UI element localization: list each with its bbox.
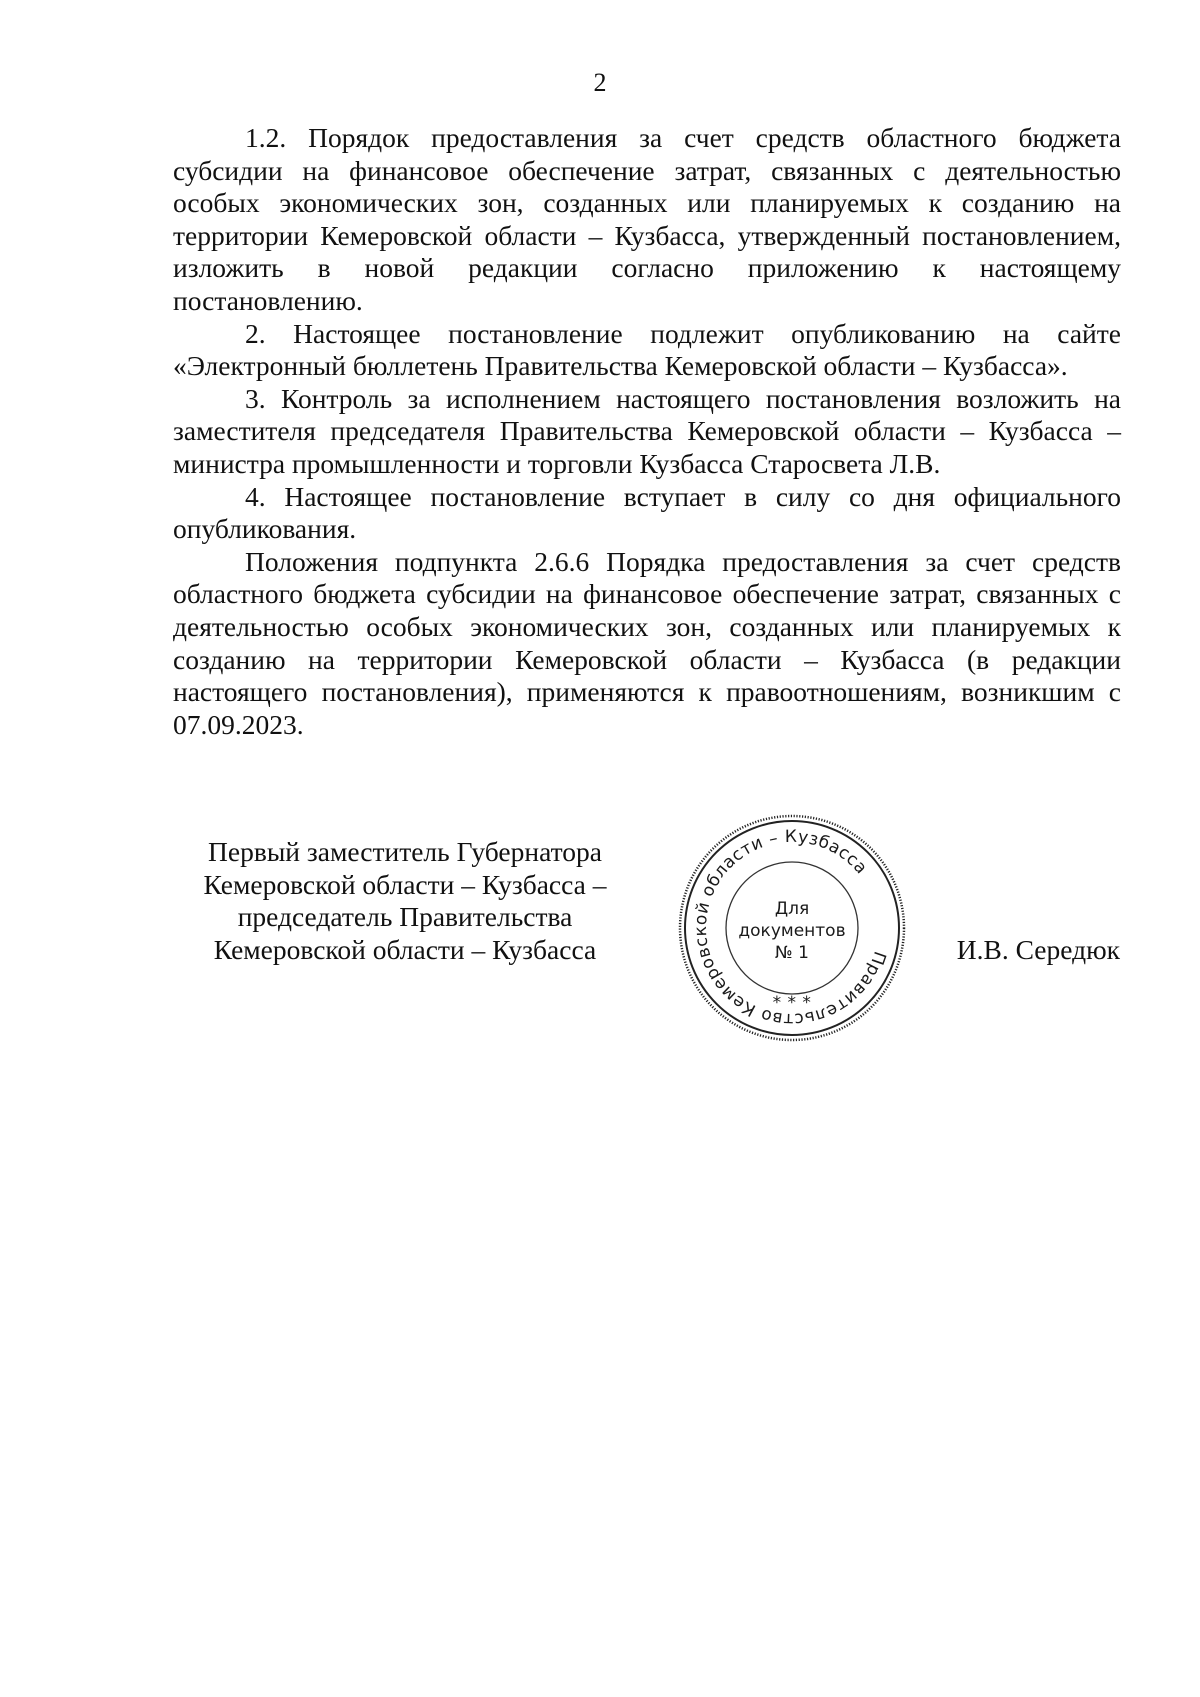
paragraph-3: 3. Контроль за исполнением настоящего постановления возложить на заместителя председателя Правительства Кемеровской области – Кузбасса – министра промышленности и торговли Кузбасса Старосвета Л.В. <box>173 382 1121 479</box>
seal-center-line: документов <box>738 921 846 941</box>
seal-center-line: Для <box>774 899 810 919</box>
signatory-position-line: Кемеровской области – Кузбасса <box>213 933 597 965</box>
signatory-position-line: председатель Правительства <box>237 901 573 933</box>
seal-ring-text: Правительство Кемеровской области – Кузбасса <box>690 826 890 1030</box>
signatory-name: И.В. Середюк <box>956 934 1120 965</box>
seal-graphic <box>676 812 908 1044</box>
paragraph-provisions: Положения подпункта 2.6.6 Порядка предоставления за счет средств областного бюджета субсидии на финансовое обеспечение затрат, связанных с деятельностью особых экономических зон, созданных или планируемых к созданию на территории Кемеровской области – Кузбасса (в редакции настоящего постановления), применяются к правоотношениям, возникшим с 07.09.2023. <box>173 545 1121 740</box>
signatory-position-line: Кемеровской области – Кузбасса – <box>203 868 607 900</box>
paragraph-4: 4. Настоящее постановление вступает в силу со дня официального опубликования. <box>173 480 1121 545</box>
official-seal-stamp <box>676 812 908 1044</box>
seal-center-line: № 1 <box>775 943 809 963</box>
signatory-position-line: Первый заместитель Губернатора <box>208 836 602 867</box>
document-body <box>173 122 1121 741</box>
paragraph-2: 2. Настоящее постановление подлежит опубликованию на сайте «Электронный бюллетень Правительства Кемеровской области – Кузбасса». <box>173 317 1121 382</box>
seal-stars: * * * <box>772 993 812 1013</box>
signatory-position <box>175 836 635 966</box>
paragraph-1-2: 1.2. Порядок предоставления за счет средств областного бюджета субсидии на финансовое обеспечение затрат, связанных с деятельностью особых экономических зон, созданных или планируемых к созданию на территории Кемеровской области – Кузбасса, утвержденный постановлением, изложить в новой редакции согласно приложению к настоящему постановлению. <box>173 122 1121 316</box>
page-number: 2 <box>593 68 607 97</box>
